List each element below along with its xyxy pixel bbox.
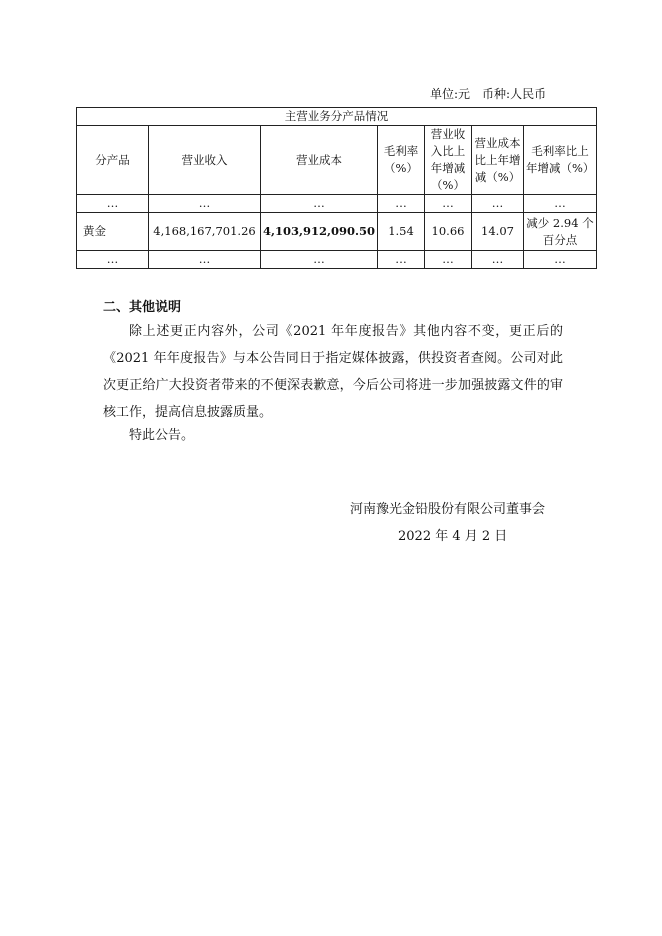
ellipsis-cell: … bbox=[524, 195, 597, 213]
ellipsis-cell: … bbox=[378, 195, 425, 213]
header-product: 分产品 bbox=[77, 126, 149, 195]
gold-revenue-change: 10.66 bbox=[425, 213, 472, 251]
ellipsis-cell: … bbox=[425, 195, 472, 213]
ellipsis-cell: … bbox=[261, 195, 378, 213]
unit-currency-note: 单位:元 币种:人民币 bbox=[430, 87, 547, 101]
ellipsis-cell: … bbox=[149, 251, 261, 269]
ellipsis-cell: … bbox=[472, 195, 524, 213]
signature-company: 河南豫光金铅股份有限公司董事会 bbox=[350, 502, 546, 517]
ellipsis-cell: … bbox=[524, 251, 597, 269]
header-cost-change: 营业成本比上年增减（%） bbox=[472, 126, 524, 195]
gold-revenue: 4,168,167,701.26 bbox=[149, 213, 261, 251]
header-revenue: 营业收入 bbox=[149, 126, 261, 195]
gold-product: 黄金 bbox=[77, 213, 149, 251]
ellipsis-cell: … bbox=[77, 251, 149, 269]
ellipsis-cell: … bbox=[472, 251, 524, 269]
header-gross-margin: 毛利率（%） bbox=[378, 126, 425, 195]
closing-statement: 特此公告。 bbox=[129, 428, 195, 443]
signature-date: 2022 年 4 月 2 日 bbox=[398, 529, 508, 544]
product-segment-table bbox=[76, 107, 597, 269]
table-header-row bbox=[77, 126, 597, 195]
table-title: 主营业务分产品情况 bbox=[77, 108, 597, 126]
header-revenue-change: 营业收入比上年增减（%） bbox=[425, 126, 472, 195]
gold-gross-margin: 1.54 bbox=[378, 213, 425, 251]
header-cost: 营业成本 bbox=[261, 126, 378, 195]
gold-margin-change: 减少 2.94 个百分点 bbox=[524, 213, 597, 251]
gold-cost: 4,103,912,090.50 bbox=[261, 213, 378, 251]
table-row bbox=[77, 251, 597, 269]
header-margin-change: 毛利率比上年增减（%） bbox=[524, 126, 597, 195]
ellipsis-cell: … bbox=[261, 251, 378, 269]
section-paragraph: 除上述更正内容外，公司《2021 年年度报告》其他内容不变，更正后的《2021 年年度报告》与本公告同日于指定媒体披露，供投资者查阅。公司对此次更正给广大投资者带来的不便深表歉意，今后公司将进一步加强披露文件的审核工作，提高信息披露质量。 bbox=[103, 324, 563, 420]
section-title: 二、其他说明 bbox=[103, 300, 182, 315]
table-row-gold bbox=[77, 213, 597, 251]
ellipsis-cell: … bbox=[77, 195, 149, 213]
table-row bbox=[77, 195, 597, 213]
ellipsis-cell: … bbox=[378, 251, 425, 269]
ellipsis-cell: … bbox=[425, 251, 472, 269]
ellipsis-cell: … bbox=[149, 195, 261, 213]
gold-cost-change: 14.07 bbox=[472, 213, 524, 251]
